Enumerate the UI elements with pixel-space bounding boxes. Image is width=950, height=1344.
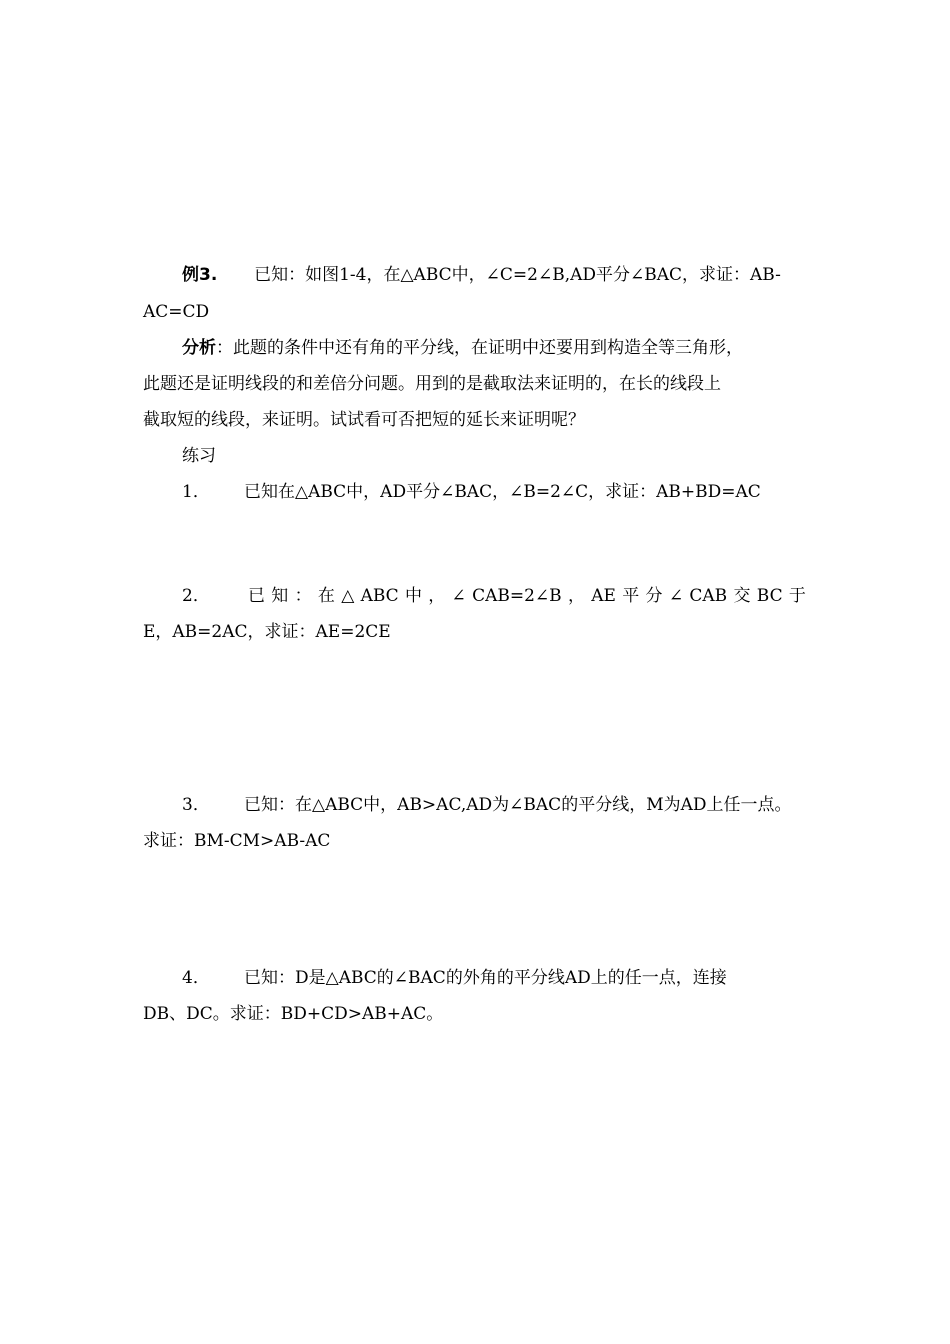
analysis-line1 xyxy=(182,337,743,359)
text-part: 于 xyxy=(788,586,806,606)
example3-text-line1: 已知：如图1-4，在△ABC中，∠C=2∠B,AD平分∠BAC，求证：AB- xyxy=(254,265,781,285)
practice-item-1 xyxy=(182,481,761,503)
analysis-line2: 此题还是证明线段的和差倍分问题。用到的是截取法来证明的，在长的线段上 xyxy=(143,374,721,394)
example3-label: 例3. xyxy=(182,265,218,285)
example3-line2: AC=CD xyxy=(143,302,210,322)
practice-item-2-line2: E，AB=2AC，求证：AE=2CE xyxy=(143,622,391,642)
analysis-line3: 截取短的线段，来证明。试试看可否把短的延长来证明呢？ xyxy=(143,410,585,430)
item-number: 3． xyxy=(182,795,210,815)
text-part: 中 xyxy=(404,586,422,606)
analysis-text-line1: ：此题的条件中还有角的平分线，在证明中还要用到构造全等三角形， xyxy=(216,338,743,358)
text-part: ， xyxy=(428,586,446,606)
text-part: 已 xyxy=(248,586,265,606)
example3-line1 xyxy=(182,264,781,286)
text-part: CAB=2∠B xyxy=(472,586,562,606)
practice-item-3-line2: 求证：BM-CM>AB-AC xyxy=(143,831,331,851)
text-part: ∠ xyxy=(451,586,466,606)
text-part: ABC xyxy=(360,586,399,606)
text-part: 在 xyxy=(317,586,335,606)
text-part: 知 xyxy=(271,586,289,606)
item-number: 2． xyxy=(182,586,210,606)
item-text-line1: 已知在△ABC中，AD平分∠BAC，∠B=2∠C，求证：AB+BD=AC xyxy=(244,482,761,502)
text-part: BC xyxy=(756,586,783,606)
item-number: 4． xyxy=(182,968,210,988)
item-number: 1． xyxy=(182,482,210,502)
text-part: △ xyxy=(341,586,355,606)
text-part: ， xyxy=(567,586,585,606)
analysis-label: 分析 xyxy=(182,338,216,358)
text-part: ∠ xyxy=(668,586,684,606)
text-part: AE xyxy=(591,586,616,606)
item-text-line1: 已知：在△ABC中，AB>AC,AD为∠BAC的平分线，M为AD上任一点。 xyxy=(244,795,792,815)
text-part: ： xyxy=(294,586,312,606)
text-part: 平 xyxy=(622,586,640,606)
text-part: CAB xyxy=(689,586,728,606)
item-text-line1: 已知：D是△ABC的∠BAC的外角的平分线AD上的任一点，连接 xyxy=(244,968,727,988)
item-text-line1 xyxy=(248,585,806,607)
practice-item-2-line1 xyxy=(182,585,806,607)
practice-item-4-line1 xyxy=(182,967,727,989)
practice-heading: 练习 xyxy=(182,446,216,466)
text-part: 交 xyxy=(733,586,751,606)
practice-item-4-line2: DB、DC。求证：BD+CD>AB+AC。 xyxy=(143,1004,444,1024)
practice-item-3-line1 xyxy=(182,794,792,816)
text-part: 分 xyxy=(645,586,663,606)
